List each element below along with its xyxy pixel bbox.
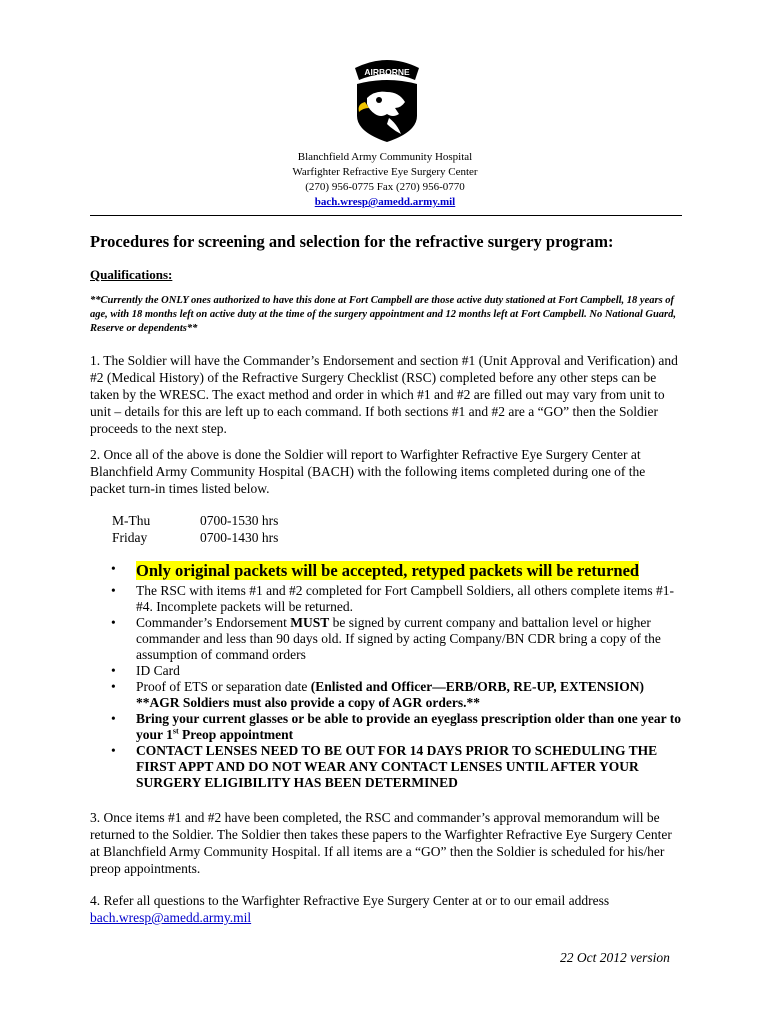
phone-fax: (270) 956-0775 Fax (270) 956-0770	[305, 181, 465, 193]
emphasis-text: MUST	[290, 615, 330, 630]
hospital-name: Blanchfield Army Community Hospital	[297, 151, 473, 163]
list-item	[90, 583, 690, 615]
list-item	[90, 663, 690, 679]
list-item	[90, 679, 690, 711]
list-item	[90, 615, 690, 663]
hours-day: M-Thu	[112, 513, 151, 528]
step-3-paragraph: 3. Once items #1 and #2 have been completed, the RSC and commander’s approval memorandum will be returned to the Soldier. The Soldier then takes these papers to the Warfighter Refractive Eye Surgery Center at Blanchfield Army Community Hospital. If all items are a “GO” then the Soldier is scheduled for his/her preop appointments.	[90, 810, 672, 876]
list-item-text: The RSC with items #1 and #2 completed for Fort Campbell Soldiers, all others complete items #1-#4. Incomplete packets will be returned.	[136, 583, 675, 614]
bullet-icon: •	[111, 615, 116, 630]
hours-row	[112, 512, 278, 529]
step-4-text: 4. Refer all questions to the Warfighter Refractive Eye Surgery Center at or to our email address	[90, 893, 610, 908]
list-item-text: Proof of ETS or separation date	[136, 679, 311, 694]
emphasis-text: Bring your current glasses or be able to provide an eyeglass prescription older than one year to your 1	[136, 711, 681, 742]
qualifications-heading: Qualifications:	[90, 267, 173, 282]
list-item	[90, 561, 690, 581]
step-2-paragraph: 2. Once all of the above is done the Soldier will report to Warfighter Refractive Eye Surgery Center at Blanchfield Army Community Hospital (BACH) with the following items completed during one of the packet turn-in times listed below.	[90, 447, 646, 496]
bullet-icon: •	[111, 561, 116, 576]
superscript: st	[172, 726, 179, 736]
letterhead	[0, 150, 770, 210]
center-name: Warfighter Refractive Eye Surgery Center	[292, 166, 478, 178]
header-email-link[interactable]: bach.wresp@amedd.army.mil	[314, 196, 456, 208]
hours-time: 0700-1530 hrs	[200, 513, 279, 528]
highlighted-warning: Only original packets will be accepted, retyped packets will be returned	[136, 561, 640, 580]
hours-day: Friday	[112, 530, 148, 545]
emphasis-text: CONTACT LENSES NEED TO BE OUT FOR 14 DAYS PRIOR TO SCHEDULING THE FIRST APPT AND DO NOT WEAR ANY CONTACT LENSES UNTIL AFTER YOUR SURGERY ELIGIBILITY HAS BEEN DETERMINED	[136, 743, 658, 790]
hours-row	[112, 529, 278, 546]
header-divider	[90, 215, 682, 216]
hours-time: 0700-1430 hrs	[200, 530, 279, 545]
airborne-eagle-logo-icon	[349, 58, 425, 142]
footer-email-link[interactable]: bach.wresp@amedd.army.mil	[90, 910, 252, 925]
step-4-paragraph	[90, 892, 682, 926]
bullet-icon: •	[111, 743, 116, 758]
list-item	[90, 743, 690, 791]
page-title: Procedures for screening and selection for the refractive surgery program:	[90, 232, 614, 251]
turn-in-hours	[112, 512, 278, 546]
version-label: 22 Oct 2012 version	[560, 950, 670, 965]
list-item-text: be signed by current company and battalion level or higher commander and less than 90 days old. If signed by acting Company/BN CDR bring a copy of the assumption of command orders	[136, 615, 661, 662]
bullet-icon: •	[111, 583, 116, 598]
required-items-list	[90, 561, 690, 791]
list-item-text: ID Card	[136, 663, 180, 678]
step-1-paragraph: 1. The Soldier will have the Commander’s Endorsement and section #1 (Unit Approval and Verification) and #2 (Medical History) of the Refractive Surgery Checklist (RSC) completed before any other steps can be taken by the WRESC. The exact method and order in which #1 and #2 are filled out may vary from unit to unit – details for this are left up to each command. If both sections #1 and #2 are a “GO” then the Soldier proceeds to the next step.	[90, 353, 678, 436]
airborne-tab-text: AIRBORNE	[364, 67, 410, 77]
eligibility-note: **Currently the ONLY ones authorized to have this done at Fort Campbell are those active duty stationed at Fort Campbell, 18 years of age, with 18 months left on active duty at the time of the surgery appointment and 12 months left at Fort Campbell. No National Guard, Reserve or dependents**	[90, 295, 677, 334]
bullet-icon: •	[111, 663, 116, 678]
emphasis-text: (Enlisted and Officer—ERB/ORB, RE-UP, EXTENSION) **AGR Soldiers must also provide a copy of AGR orders.**	[136, 679, 644, 710]
emphasis-text: Preop appointment	[178, 727, 294, 742]
list-item-text: Commander’s Endorsement	[136, 615, 291, 630]
bullet-icon: •	[111, 679, 116, 694]
list-item	[90, 711, 690, 743]
bullet-icon: •	[111, 711, 116, 726]
